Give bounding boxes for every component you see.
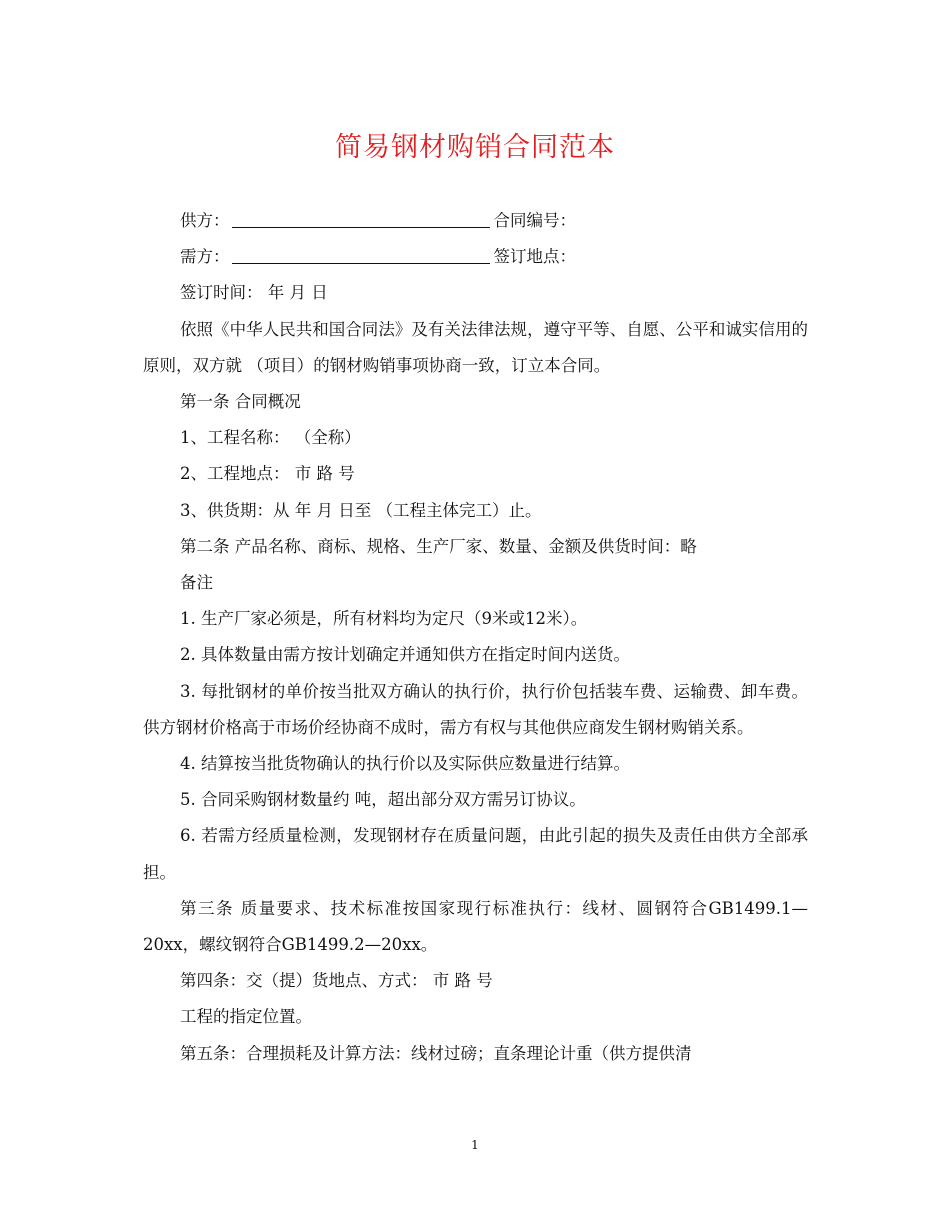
remark-1: 1. 生产厂家必须是，所有材料均为定尺（9米或12米）。 <box>180 609 588 629</box>
remark-3: 3. 每批钢材的单价按当批双方确认的执行价，执行价包括装车费、运输费、卸车费。供方钢材价格高于市场价经协商不成时，需方有权与其他供应商发生钢材购销关系。 <box>143 681 808 737</box>
remark-2: 2. 具体数量由需方按计划确定并通知供方在指定时间内送货。 <box>180 645 630 665</box>
project-name-item: 1、工程名称： （全称） <box>180 428 361 448</box>
buyer-blank <box>232 244 490 264</box>
sign-time: 签订时间： 年 月 日 <box>180 283 328 303</box>
article-5-paragraph: 第五条：合理损耗及计算方法：线材过磅；直条理论计重（供方提供清 <box>180 1043 692 1063</box>
remarks-heading: 备注 <box>180 573 213 593</box>
delivery-location-note: 工程的指定位置。 <box>180 1007 312 1027</box>
document-title: 简易钢材购销合同范本 <box>335 132 615 163</box>
remark-5: 5. 合同采购钢材数量约 吨，超出部分双方需另订协议。 <box>180 790 586 810</box>
remark-4: 4. 结算按当批货物确认的执行价以及实际供应数量进行结算。 <box>180 754 630 774</box>
article-3-paragraph: 第三条 质量要求、技术标准按国家现行标准执行：线材、圆钢符合GB1499.1—20xx，螺纹钢符合GB1499.2—20xx。 <box>143 898 808 955</box>
contract-no-label: 合同编号： <box>493 211 576 230</box>
buyer-line <box>143 239 808 275</box>
article-4-paragraph: 第四条：交（提）货地点、方式： 市 路 号 <box>180 971 493 991</box>
document-body <box>143 203 808 1072</box>
project-location-item: 2、工程地点： 市 路 号 <box>180 464 355 484</box>
supplier-label: 供方： <box>180 211 230 230</box>
article-1-heading: 第一条 合同概况 <box>180 392 301 412</box>
sign-place-label: 签订地点： <box>493 247 576 267</box>
supply-period-item: 3、供货期：从 年 月 日至 （工程主体完工）止。 <box>180 500 542 520</box>
article-2-heading: 第二条 产品名称、商标、规格、生产厂家、数量、金额及供货时间：略 <box>180 536 697 556</box>
page-number: 1 <box>471 1138 479 1152</box>
supplier-blank <box>232 208 490 228</box>
buyer-label: 需方： <box>180 247 230 267</box>
preamble-paragraph: 依照《中华人民共和国合同法》及有关法律法规，遵守平等、自愿、公平和诚实信用的原则，双方就 （项目）的钢材购销事项协商一致，订立本合同。 <box>143 319 808 375</box>
supplier-line <box>143 203 808 239</box>
remark-6: 6. 若需方经质量检测，发现钢材存在质量问题，由此引起的损失及责任由供方全部承担。 <box>143 826 808 882</box>
